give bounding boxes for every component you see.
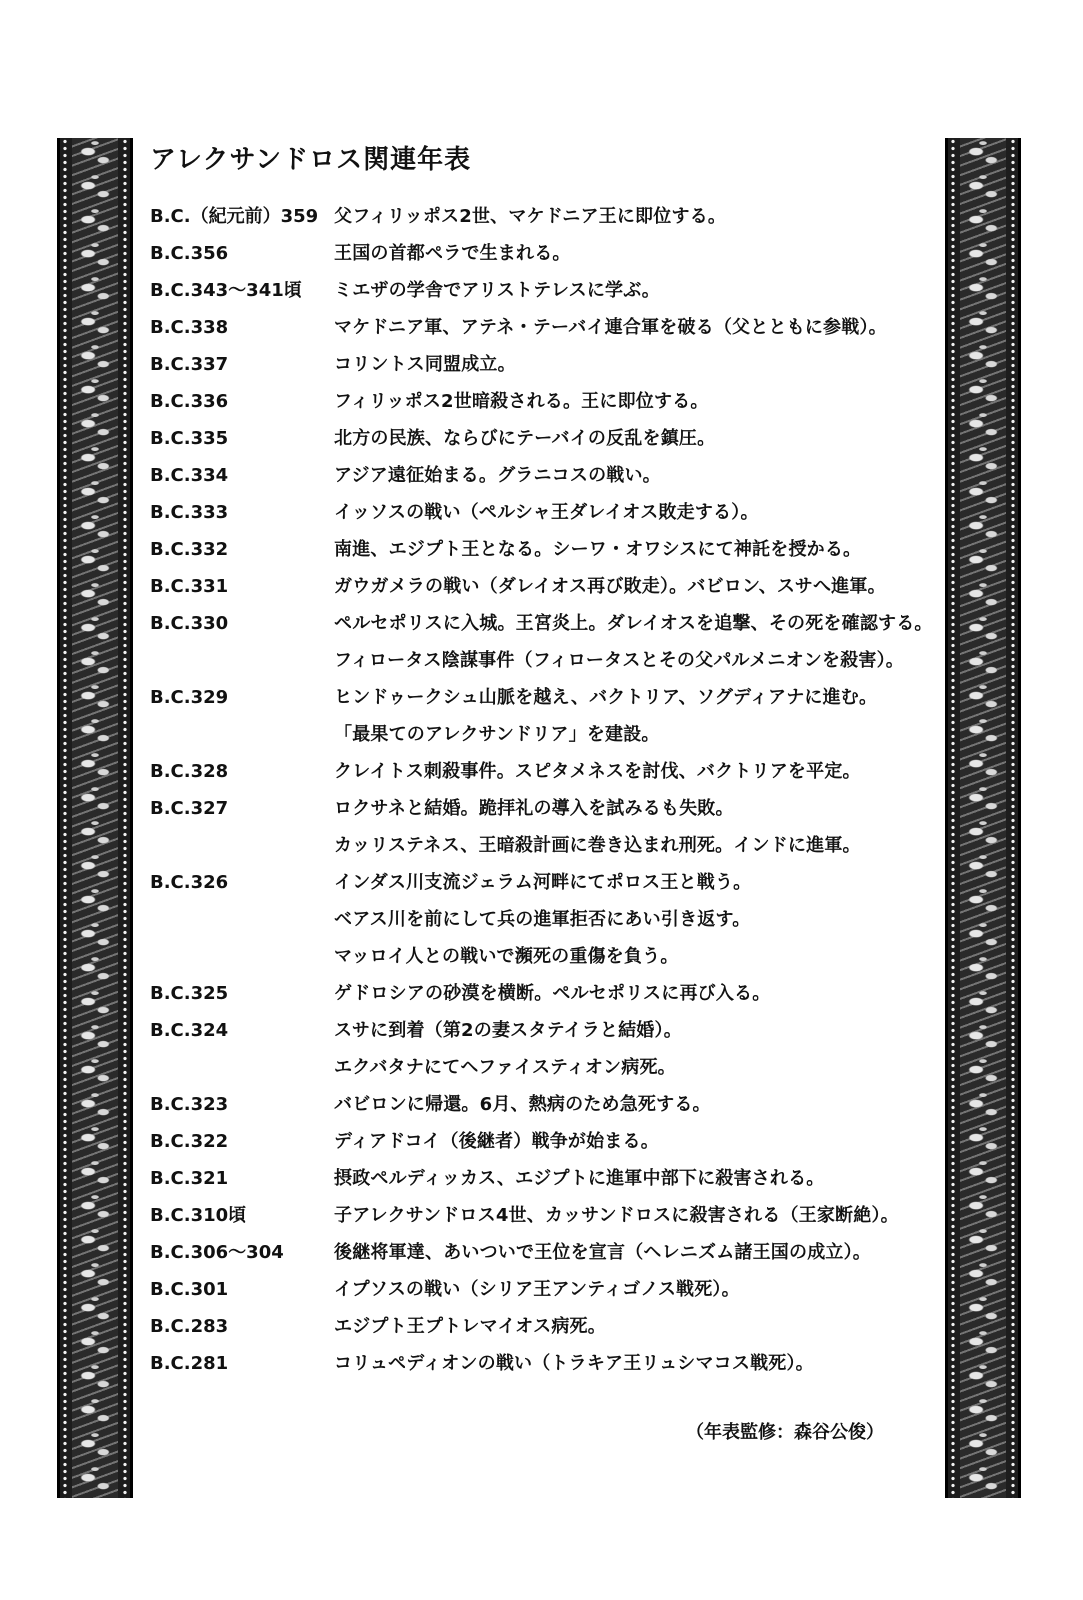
timeline-event: イプソスの戦い（シリア王アンティゴノス戦死）。 (334, 1279, 740, 1300)
timeline-row (150, 346, 930, 383)
timeline-year: B.C.336 (150, 391, 229, 412)
timeline-year: B.C.283 (150, 1316, 229, 1337)
acanthus-pattern (72, 138, 118, 1498)
timeline-event: バビロンに帰還。6月、熱病のため急死する。 (334, 1094, 711, 1115)
timeline-year (150, 901, 334, 938)
timeline-year: B.C.331 (150, 576, 229, 597)
timeline-event: エクバタナにてヘファイスティオン病死。 (334, 1057, 676, 1078)
timeline-year (150, 938, 334, 975)
timeline-event: フィリッポス2世暗殺される。王に即位する。 (334, 391, 709, 412)
timeline-event: ガウガメラの戦い（ダレイオス再び敗走）。バビロン、スサへ進軍。 (334, 576, 886, 597)
timeline-event: ペルセポリスに入城。王宮炎上。ダレイオスを追撃、その死を確認する。 (334, 613, 933, 634)
timeline-event: ディアドコイ（後継者）戦争が始まる。 (334, 1131, 659, 1152)
timeline-year: B.C.310頃 (150, 1205, 247, 1226)
timeline-year: B.C.338 (150, 317, 229, 338)
timeline-row (150, 1271, 930, 1308)
timeline-event: エジプト王プトレマイオス病死。 (334, 1316, 606, 1337)
timeline-event: 後継将軍達、あいついで王位を宣言（ヘレニズム諸王国の成立）。 (334, 1242, 871, 1263)
timeline-event: イッソスの戦い（ペルシャ王ダレイオス敗走する）。 (334, 502, 759, 523)
timeline-event: クレイトス刺殺事件。スピタメネスを討伐、バクトリアを平定。 (334, 761, 861, 782)
timeline-row (150, 309, 930, 346)
timeline-event: 南進、エジプト王となる。シーワ・オワシスにて神託を授かる。 (334, 539, 862, 560)
timeline-year (150, 1049, 334, 1086)
timeline-list (150, 198, 933, 1382)
timeline-row (150, 827, 930, 864)
timeline-row (150, 383, 930, 420)
timeline-year: B.C.306～304 (150, 1242, 284, 1263)
bead-strip (122, 138, 128, 1498)
timeline-row (150, 198, 930, 235)
timeline-year: B.C.329 (150, 687, 229, 708)
timeline-row (150, 753, 930, 790)
timeline-row (150, 642, 930, 679)
timeline-year: B.C.335 (150, 428, 229, 449)
timeline-year: B.C.356 (150, 243, 229, 264)
timeline-row (150, 1308, 930, 1345)
timeline-row (150, 235, 930, 272)
bead-strip (950, 138, 956, 1498)
timeline-event: 摂政ペルディッカス、エジプトに進軍中部下に殺害される。 (334, 1168, 825, 1189)
timeline-year: B.C.327 (150, 798, 229, 819)
timeline-event: ロクサネと結婚。跪拝礼の導入を試みるも失敗。 (334, 798, 734, 819)
timeline-row (150, 420, 930, 457)
timeline-event: 子アレクサンドロス4世、カッサンドロスに殺害される（王家断絶）。 (334, 1205, 899, 1226)
timeline-year: B.C.321 (150, 1168, 229, 1189)
timeline-row (150, 1049, 930, 1086)
timeline-event: スサに到着（第2の妻スタテイラと結婚）。 (334, 1020, 682, 1041)
timeline-year: B.C.333 (150, 502, 229, 523)
timeline-row (150, 1234, 930, 1271)
timeline-event: ゲドロシアの砂漠を横断。ペルセポリスに再び入る。 (334, 983, 771, 1004)
timeline-event: ミエザの学舎でアリストテレスに学ぶ。 (334, 280, 660, 301)
timeline-row (150, 457, 930, 494)
timeline-year (150, 642, 334, 679)
timeline-year (150, 827, 334, 864)
timeline-event: コリュペディオンの戦い（トラキア王リュシマコス戦死）。 (334, 1353, 814, 1374)
timeline-row (150, 605, 933, 642)
timeline-row (150, 679, 930, 716)
timeline-row (150, 1012, 930, 1049)
timeline-year: B.C.343～341頃 (150, 280, 302, 301)
timeline-event: アジア遠征始まる。グラニコスの戦い。 (334, 465, 661, 486)
timeline-event: 王国の首都ペラで生まれる。 (334, 243, 571, 264)
timeline-event: インダス川支流ジェラム河畔にてポロス王と戦う。 (334, 872, 752, 893)
timeline-row (150, 1197, 930, 1234)
timeline-year: B.C.330 (150, 613, 229, 634)
bead-strip (62, 138, 68, 1498)
ornamental-border-left (57, 138, 133, 1498)
timeline-year: B.C.281 (150, 1353, 229, 1374)
timeline-year: B.C.324 (150, 1020, 229, 1041)
timeline-row (150, 1345, 930, 1382)
timeline-year: B.C.325 (150, 983, 229, 1004)
acanthus-pattern (960, 138, 1006, 1498)
timeline-event: マッロイ人との戦いで瀕死の重傷を負う。 (334, 946, 679, 967)
timeline-year (150, 716, 334, 753)
timeline-row (150, 568, 930, 605)
timeline-year: B.C.322 (150, 1131, 229, 1152)
timeline-year: B.C.328 (150, 761, 229, 782)
bead-strip (1010, 138, 1016, 1498)
timeline-year: B.C.334 (150, 465, 229, 486)
ornamental-border-right (945, 138, 1021, 1498)
timeline-event: カッリステネス、王暗殺計画に巻き込まれ刑死。インドに進軍。 (334, 835, 861, 856)
timeline-row (150, 790, 930, 827)
timeline-year: B.C.326 (150, 872, 229, 893)
timeline-event: ベアス川を前にして兵の進軍拒否にあい引き返す。 (334, 909, 751, 930)
timeline-year: B.C.332 (150, 539, 229, 560)
page-title: アレクサンドロス関連年表 (150, 145, 472, 175)
timeline-event: マケドニア軍、アテネ・テーバイ連合軍を破る（父とともに参戦）。 (334, 317, 887, 338)
timeline-row (150, 1160, 930, 1197)
timeline-row (150, 901, 930, 938)
timeline-row (150, 1123, 930, 1160)
timeline-event: ヒンドゥークシュ山脈を越え、バクトリア、ソグディアナに進む。 (334, 687, 878, 708)
timeline-year: B.C.（紀元前）359 (150, 206, 319, 227)
timeline-year: B.C.301 (150, 1279, 229, 1300)
timeline-event: コリントス同盟成立。 (334, 354, 516, 375)
timeline-content (150, 140, 933, 1382)
timeline-event: フィロータス陰謀事件（フィロータスとその父パルメニオンを殺害）。 (334, 650, 904, 671)
supervisor-credit: （年表監修：森谷公俊） (686, 1422, 884, 1443)
timeline-event: 北方の民族、ならびにテーバイの反乱を鎮圧。 (334, 428, 716, 449)
timeline-row (150, 975, 930, 1012)
timeline-event: 父フィリッポス2世、マケドニア王に即位する。 (334, 206, 727, 227)
timeline-row (150, 938, 930, 975)
timeline-row (150, 1086, 930, 1123)
timeline-year: B.C.323 (150, 1094, 229, 1115)
timeline-year: B.C.337 (150, 354, 229, 375)
timeline-row (150, 864, 930, 901)
timeline-row (150, 531, 930, 568)
timeline-row (150, 494, 930, 531)
timeline-event: 「最果てのアレクサンドリア」を建設。 (334, 724, 660, 745)
timeline-row (150, 716, 930, 753)
timeline-row (150, 272, 930, 309)
